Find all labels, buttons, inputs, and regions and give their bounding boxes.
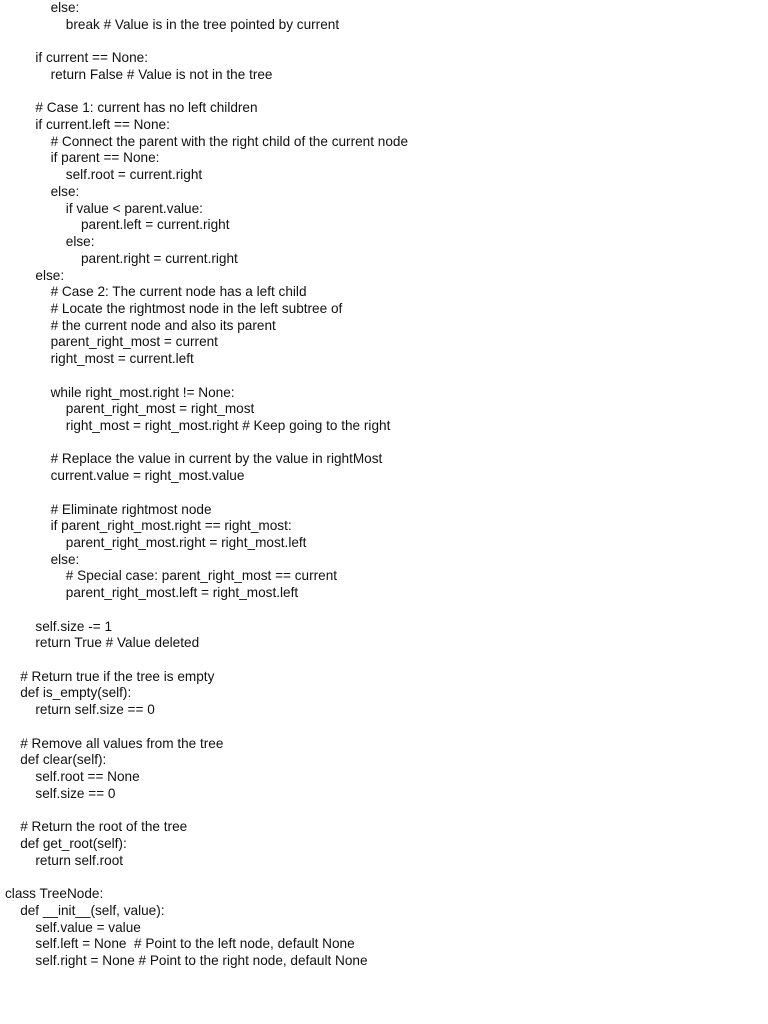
code-line: # Remove all values from the tree (20, 735, 224, 751)
code-line: # Case 2: The current node has a left child (50, 284, 307, 300)
blank-line (5, 435, 765, 452)
code-line: def __init__(self, value): (20, 902, 165, 918)
code-line: self.root == None (35, 769, 140, 785)
code-line: parent_right_most = right_most (65, 401, 255, 417)
blank-line (5, 485, 765, 502)
code-line: # Return the root of the tree (20, 819, 188, 835)
code-line: if value < parent.value: (65, 200, 203, 216)
code-line: # Connect the parent with the right child of the current node (50, 133, 409, 149)
code-document (5, 0, 765, 970)
code-line: if current.left == None: (35, 117, 170, 133)
blank-line (5, 652, 765, 669)
code-line: else: (35, 267, 65, 283)
code-line: # Case 1: current has no left children (35, 100, 258, 116)
blank-line (5, 719, 765, 736)
code-line: self.value = value (35, 919, 141, 935)
code-line: break # Value is in the tree pointed by current (65, 16, 340, 32)
code-line: parent.left = current.right (81, 217, 230, 233)
code-line: parent_right_most.right = right_most.left (65, 535, 307, 550)
code-line: else: (65, 234, 95, 250)
code-line: parent_right_most.left = right_most.left (65, 585, 299, 601)
code-line: self.root = current.right (65, 167, 203, 183)
code-line: parent.right = current.right (81, 250, 238, 266)
code-line: current.value = right_most.value (50, 468, 245, 484)
code-line: # Return true if the tree is empty (20, 668, 215, 684)
blank-line (5, 84, 765, 101)
blank-line (5, 33, 765, 50)
code-line: def is_empty(self): (20, 685, 132, 701)
blank-line (5, 803, 765, 820)
code-line: while right_most.right != None: (50, 384, 235, 400)
code-line: self.left = None # Point to the left node, default None (35, 936, 355, 952)
code-line: # Eliminate rightmost node (50, 501, 212, 517)
code-line: self.size == 0 (35, 785, 116, 801)
code-line: return self.size == 0 (35, 702, 155, 718)
code-line: self.size -= 1 (35, 618, 113, 634)
code-line: if parent_right_most.right == right_most: (50, 518, 292, 534)
code-line: return self.root (35, 852, 124, 868)
code-line: return False # Value is not in the tree (50, 66, 273, 82)
code-line: else: (50, 183, 80, 199)
blank-line (5, 869, 765, 886)
code-line: # Replace the value in current by the value in rightMost (50, 451, 383, 467)
code-line: return True # Value deleted (35, 635, 200, 651)
code-line: def clear(self): (20, 752, 107, 768)
code-line: else: (50, 0, 80, 15)
code-line: # Special case: parent_right_most == current (65, 568, 338, 584)
code-line: self.right = None # Point to the right node, default None (35, 952, 368, 968)
code-line: if current == None: (35, 50, 148, 66)
code-line: else: (50, 551, 80, 567)
code-line: parent_right_most = current (50, 334, 218, 350)
code-line: # Locate the rightmost node in the left subtree of (50, 300, 343, 316)
code-line: class TreeNode: (5, 886, 104, 902)
code-line: right_most = current.left (50, 351, 194, 367)
blank-line (5, 368, 765, 385)
code-line: # the current node and also its parent (50, 317, 276, 333)
code-line: right_most = right_most.right # Keep going to the right (65, 417, 391, 433)
blank-line (5, 602, 765, 619)
code-line: def get_root(self): (20, 835, 127, 851)
code-line: if parent == None: (50, 150, 160, 166)
